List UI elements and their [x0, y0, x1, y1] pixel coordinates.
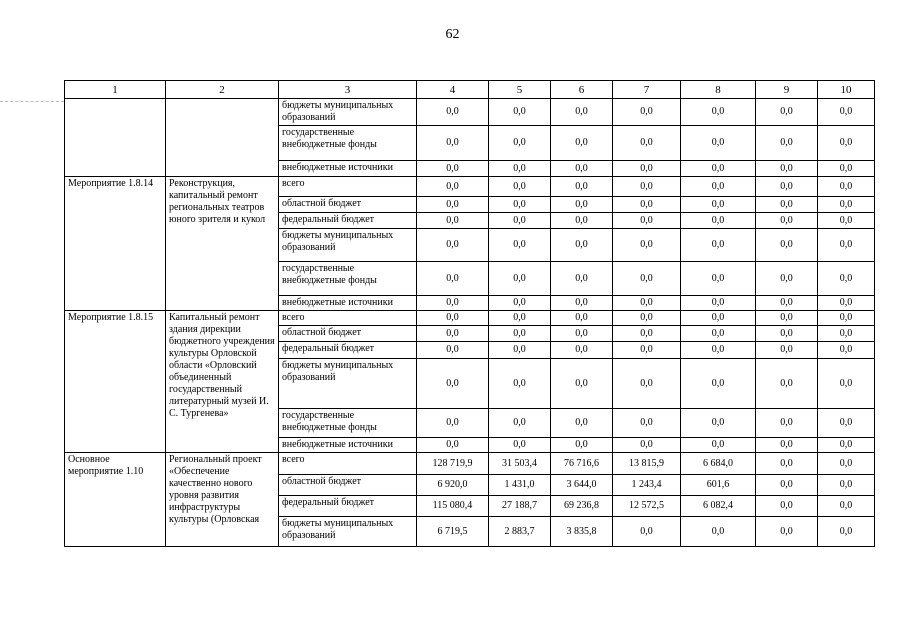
value-cell: 0,0	[818, 213, 875, 229]
value-cell: 0,0	[613, 359, 681, 409]
value-cell: 0,0	[489, 326, 551, 342]
header-cell: 5	[489, 81, 551, 99]
value-cell: 0,0	[818, 359, 875, 409]
activity-name-cell: Региональный проект «Обеспечение качественно нового уровня развития инфраструктуры культуры (Орловская	[166, 453, 279, 547]
funding-source-cell: бюджеты муниципальных образований	[279, 517, 417, 547]
value-cell: 0,0	[681, 326, 756, 342]
header-cell: 4	[417, 81, 489, 99]
value-cell: 0,0	[681, 296, 756, 311]
value-cell: 0,0	[489, 438, 551, 453]
value-cell: 1 431,0	[489, 475, 551, 496]
header-cell: 3	[279, 81, 417, 99]
value-cell: 0,0	[551, 296, 613, 311]
funding-source-cell: бюджеты муниципальных образований	[279, 99, 417, 126]
value-cell: 0,0	[551, 197, 613, 213]
value-cell: 0,0	[417, 99, 489, 126]
value-cell: 0,0	[818, 126, 875, 161]
value-cell: 128 719,9	[417, 453, 489, 475]
funding-source-cell: внебюджетные источники	[279, 161, 417, 177]
value-cell: 0,0	[489, 229, 551, 262]
value-cell: 31 503,4	[489, 453, 551, 475]
value-cell: 0,0	[756, 161, 818, 177]
funding-source-cell: областной бюджет	[279, 475, 417, 496]
value-cell: 0,0	[417, 161, 489, 177]
value-cell: 1 243,4	[613, 475, 681, 496]
value-cell: 0,0	[756, 126, 818, 161]
header-cell: 10	[818, 81, 875, 99]
value-cell: 0,0	[417, 213, 489, 229]
value-cell: 0,0	[681, 342, 756, 359]
value-cell: 0,0	[681, 409, 756, 438]
value-cell: 0,0	[756, 453, 818, 475]
value-cell: 0,0	[818, 177, 875, 197]
value-cell: 0,0	[489, 126, 551, 161]
value-cell: 0,0	[756, 99, 818, 126]
funding-source-cell: областной бюджет	[279, 326, 417, 342]
value-cell: 0,0	[613, 262, 681, 296]
funding-source-cell: федеральный бюджет	[279, 213, 417, 229]
value-cell: 0,0	[681, 517, 756, 547]
value-cell: 0,0	[417, 126, 489, 161]
value-cell: 0,0	[756, 475, 818, 496]
value-cell: 0,0	[613, 213, 681, 229]
value-cell: 0,0	[417, 197, 489, 213]
value-cell: 0,0	[489, 213, 551, 229]
value-cell: 69 236,8	[551, 496, 613, 517]
funding-source-cell: государственные внебюджетные фонды	[279, 409, 417, 438]
value-cell: 601,6	[681, 475, 756, 496]
value-cell: 0,0	[551, 438, 613, 453]
header-cell: 6	[551, 81, 613, 99]
value-cell: 0,0	[818, 197, 875, 213]
activity-name-cell	[166, 99, 279, 177]
activity-name-cell: Капитальный ремонт здания дирекции бюджетного учреждения культуры Орловской области «Орловский объединенный государственный литературный музей И. С. Тургенева»	[166, 311, 279, 453]
funding-source-cell: внебюджетные источники	[279, 438, 417, 453]
table-row	[65, 99, 875, 126]
value-cell: 2 883,7	[489, 517, 551, 547]
value-cell: 0,0	[818, 453, 875, 475]
activity-name-cell: Реконструкция, капитальный ремонт региональных театров юного зрителя и кукол	[166, 177, 279, 311]
value-cell: 0,0	[613, 438, 681, 453]
header-row	[65, 81, 875, 99]
value-cell: 0,0	[681, 438, 756, 453]
value-cell: 0,0	[756, 496, 818, 517]
value-cell: 0,0	[756, 409, 818, 438]
activity-code-cell: Мероприятие 1.8.14	[65, 177, 166, 311]
activity-code-cell: Основное мероприятие 1.10	[65, 453, 166, 547]
value-cell: 3 644,0	[551, 475, 613, 496]
value-cell: 0,0	[756, 262, 818, 296]
funding-source-cell: бюджеты муниципальных образований	[279, 359, 417, 409]
value-cell: 0,0	[489, 296, 551, 311]
header-cell: 7	[613, 81, 681, 99]
value-cell: 0,0	[489, 262, 551, 296]
value-cell: 0,0	[489, 342, 551, 359]
value-cell: 115 080,4	[417, 496, 489, 517]
value-cell: 0,0	[613, 342, 681, 359]
funding-source-cell: федеральный бюджет	[279, 342, 417, 359]
value-cell: 0,0	[681, 262, 756, 296]
value-cell: 0,0	[681, 197, 756, 213]
page-number: 62	[445, 27, 460, 42]
value-cell: 0,0	[818, 496, 875, 517]
value-cell: 0,0	[551, 311, 613, 326]
value-cell: 0,0	[489, 161, 551, 177]
value-cell: 0,0	[551, 99, 613, 126]
value-cell: 12 572,5	[613, 496, 681, 517]
funding-source-cell: государственные внебюджетные фонды	[279, 126, 417, 161]
budget-table	[64, 80, 875, 547]
value-cell: 0,0	[818, 296, 875, 311]
value-cell: 0,0	[756, 197, 818, 213]
activity-code-cell: Мероприятие 1.8.15	[65, 311, 166, 453]
activity-code-cell	[65, 99, 166, 177]
value-cell: 0,0	[551, 126, 613, 161]
value-cell: 0,0	[417, 177, 489, 197]
value-cell: 0,0	[818, 262, 875, 296]
funding-source-cell: всего	[279, 177, 417, 197]
value-cell: 0,0	[756, 342, 818, 359]
table-row	[65, 177, 875, 197]
value-cell: 0,0	[756, 229, 818, 262]
value-cell: 0,0	[613, 311, 681, 326]
value-cell: 6 719,5	[417, 517, 489, 547]
value-cell: 0,0	[756, 296, 818, 311]
table-row	[65, 311, 875, 326]
value-cell: 0,0	[613, 296, 681, 311]
funding-source-cell: федеральный бюджет	[279, 496, 417, 517]
header-cell: 9	[756, 81, 818, 99]
value-cell: 0,0	[613, 517, 681, 547]
value-cell: 0,0	[756, 438, 818, 453]
value-cell: 0,0	[417, 438, 489, 453]
value-cell: 0,0	[681, 229, 756, 262]
value-cell: 0,0	[613, 177, 681, 197]
value-cell: 0,0	[551, 359, 613, 409]
value-cell: 0,0	[613, 409, 681, 438]
value-cell: 76 716,6	[551, 453, 613, 475]
value-cell: 0,0	[613, 326, 681, 342]
value-cell: 0,0	[489, 409, 551, 438]
value-cell: 0,0	[613, 99, 681, 126]
value-cell: 0,0	[613, 197, 681, 213]
value-cell: 27 188,7	[489, 496, 551, 517]
value-cell: 0,0	[818, 161, 875, 177]
value-cell: 0,0	[756, 359, 818, 409]
value-cell: 0,0	[613, 126, 681, 161]
header-cell: 8	[681, 81, 756, 99]
value-cell: 0,0	[818, 326, 875, 342]
value-cell: 0,0	[417, 296, 489, 311]
value-cell: 0,0	[818, 342, 875, 359]
value-cell: 0,0	[613, 229, 681, 262]
value-cell: 0,0	[818, 517, 875, 547]
value-cell: 0,0	[417, 229, 489, 262]
value-cell: 0,0	[489, 311, 551, 326]
value-cell: 6 920,0	[417, 475, 489, 496]
value-cell: 0,0	[417, 326, 489, 342]
value-cell: 0,0	[417, 342, 489, 359]
scan-artifact-line	[0, 101, 64, 102]
value-cell: 13 815,9	[613, 453, 681, 475]
value-cell: 0,0	[681, 177, 756, 197]
value-cell: 0,0	[489, 177, 551, 197]
value-cell: 0,0	[551, 409, 613, 438]
value-cell: 0,0	[818, 475, 875, 496]
value-cell: 0,0	[551, 326, 613, 342]
value-cell: 0,0	[756, 326, 818, 342]
value-cell: 0,0	[681, 161, 756, 177]
value-cell: 0,0	[489, 99, 551, 126]
value-cell: 6 684,0	[681, 453, 756, 475]
table-body	[65, 81, 875, 547]
funding-source-cell: всего	[279, 311, 417, 326]
value-cell: 3 835,8	[551, 517, 613, 547]
value-cell: 0,0	[417, 359, 489, 409]
funding-source-cell: государственные внебюджетные фонды	[279, 262, 417, 296]
funding-source-cell: всего	[279, 453, 417, 475]
value-cell: 0,0	[551, 229, 613, 262]
value-cell: 0,0	[489, 197, 551, 213]
value-cell: 0,0	[551, 161, 613, 177]
value-cell: 0,0	[818, 409, 875, 438]
value-cell: 0,0	[756, 311, 818, 326]
value-cell: 0,0	[613, 161, 681, 177]
table-row	[65, 453, 875, 475]
header-cell: 1	[65, 81, 166, 99]
value-cell: 0,0	[756, 517, 818, 547]
value-cell: 0,0	[818, 229, 875, 262]
value-cell: 0,0	[417, 311, 489, 326]
value-cell: 0,0	[417, 409, 489, 438]
funding-source-cell: областной бюджет	[279, 197, 417, 213]
value-cell: 0,0	[551, 262, 613, 296]
value-cell: 0,0	[681, 99, 756, 126]
value-cell: 0,0	[551, 342, 613, 359]
value-cell: 0,0	[681, 311, 756, 326]
value-cell: 0,0	[818, 311, 875, 326]
header-cell: 2	[166, 81, 279, 99]
value-cell: 0,0	[681, 359, 756, 409]
funding-source-cell: внебюджетные источники	[279, 296, 417, 311]
value-cell: 0,0	[756, 213, 818, 229]
value-cell: 0,0	[551, 213, 613, 229]
value-cell: 0,0	[681, 213, 756, 229]
value-cell: 0,0	[818, 99, 875, 126]
value-cell: 0,0	[756, 177, 818, 197]
value-cell: 0,0	[681, 126, 756, 161]
value-cell: 0,0	[551, 177, 613, 197]
value-cell: 0,0	[489, 359, 551, 409]
value-cell: 6 082,4	[681, 496, 756, 517]
funding-source-cell: бюджеты муниципальных образований	[279, 229, 417, 262]
value-cell: 0,0	[818, 438, 875, 453]
value-cell: 0,0	[417, 262, 489, 296]
